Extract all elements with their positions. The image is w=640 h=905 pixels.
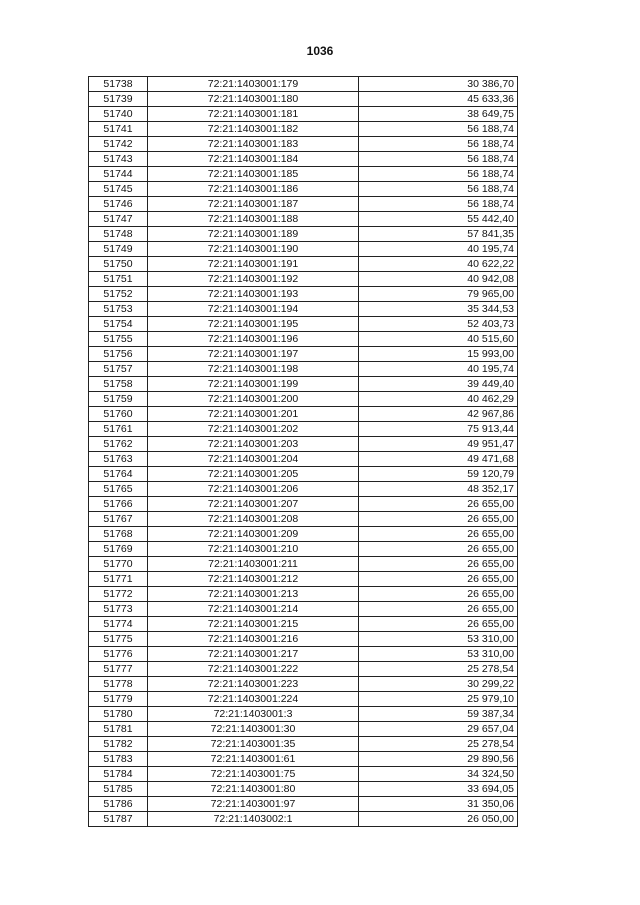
row-number-cell: 51778 (89, 677, 148, 692)
cadastral-number-cell: 72:21:1403001:209 (148, 527, 359, 542)
cadastral-number-cell: 72:21:1403001:202 (148, 422, 359, 437)
cadastral-number-cell: 72:21:1403001:194 (148, 302, 359, 317)
cadastral-number-cell: 72:21:1403001:184 (148, 152, 359, 167)
cadastral-value-cell: 25 979,10 (359, 692, 518, 707)
row-number-cell: 51768 (89, 527, 148, 542)
table-row (89, 707, 518, 722)
row-number-cell: 51774 (89, 617, 148, 632)
row-number-cell: 51761 (89, 422, 148, 437)
row-number-cell: 51762 (89, 437, 148, 452)
cadastral-number-cell: 72:21:1403001:197 (148, 347, 359, 362)
row-number-cell: 51751 (89, 272, 148, 287)
row-number-cell: 51772 (89, 587, 148, 602)
cadastral-number-cell: 72:21:1403001:182 (148, 122, 359, 137)
table-row (89, 452, 518, 467)
table-row (89, 77, 518, 92)
cadastral-value-table (88, 76, 518, 827)
row-number-cell: 51782 (89, 737, 148, 752)
cadastral-value-cell: 49 951,47 (359, 437, 518, 452)
cadastral-value-cell: 40 515,60 (359, 332, 518, 347)
table-row (89, 737, 518, 752)
row-number-cell: 51756 (89, 347, 148, 362)
cadastral-number-cell: 72:21:1403001:204 (148, 452, 359, 467)
cadastral-number-cell: 72:21:1403001:97 (148, 797, 359, 812)
cadastral-number-cell: 72:21:1403001:211 (148, 557, 359, 572)
row-number-cell: 51747 (89, 212, 148, 227)
row-number-cell: 51754 (89, 317, 148, 332)
cadastral-value-cell: 26 655,00 (359, 617, 518, 632)
table-row (89, 167, 518, 182)
table-row (89, 257, 518, 272)
cadastral-value-cell: 56 188,74 (359, 122, 518, 137)
cadastral-number-cell: 72:21:1403001:75 (148, 767, 359, 782)
cadastral-number-cell: 72:21:1403001:196 (148, 332, 359, 347)
row-number-cell: 51758 (89, 377, 148, 392)
row-number-cell: 51742 (89, 137, 148, 152)
row-number-cell: 51779 (89, 692, 148, 707)
table-row (89, 362, 518, 377)
cadastral-number-cell: 72:21:1403001:210 (148, 542, 359, 557)
row-number-cell: 51787 (89, 812, 148, 827)
table-row (89, 272, 518, 287)
cadastral-number-cell: 72:21:1403001:199 (148, 377, 359, 392)
cadastral-value-cell: 53 310,00 (359, 647, 518, 662)
cadastral-value-cell: 56 188,74 (359, 167, 518, 182)
table-row (89, 692, 518, 707)
cadastral-value-cell: 55 442,40 (359, 212, 518, 227)
row-number-cell: 51759 (89, 392, 148, 407)
cadastral-value-cell: 34 324,50 (359, 767, 518, 782)
cadastral-value-cell: 42 967,86 (359, 407, 518, 422)
cadastral-value-cell: 29 890,56 (359, 752, 518, 767)
table-row (89, 767, 518, 782)
cadastral-number-cell: 72:21:1403001:189 (148, 227, 359, 242)
table-row (89, 497, 518, 512)
cadastral-value-cell: 39 449,40 (359, 377, 518, 392)
cadastral-value-cell: 40 195,74 (359, 242, 518, 257)
row-number-cell: 51753 (89, 302, 148, 317)
table-row (89, 287, 518, 302)
row-number-cell: 51741 (89, 122, 148, 137)
cadastral-number-cell: 72:21:1403001:192 (148, 272, 359, 287)
cadastral-number-cell: 72:21:1403001:200 (148, 392, 359, 407)
cadastral-value-cell: 56 188,74 (359, 197, 518, 212)
cadastral-number-cell: 72:21:1403001:224 (148, 692, 359, 707)
cadastral-value-cell: 35 344,53 (359, 302, 518, 317)
row-number-cell: 51780 (89, 707, 148, 722)
cadastral-number-cell: 72:21:1403001:195 (148, 317, 359, 332)
table-row (89, 797, 518, 812)
cadastral-value-cell: 38 649,75 (359, 107, 518, 122)
table-row (89, 527, 518, 542)
cadastral-value-cell: 53 310,00 (359, 632, 518, 647)
cadastral-number-cell: 72:21:1403001:207 (148, 497, 359, 512)
table-row (89, 317, 518, 332)
cadastral-value-cell: 15 993,00 (359, 347, 518, 362)
table-row (89, 212, 518, 227)
table-row (89, 722, 518, 737)
table-row (89, 242, 518, 257)
cadastral-number-cell: 72:21:1403001:188 (148, 212, 359, 227)
cadastral-value-cell: 25 278,54 (359, 662, 518, 677)
cadastral-number-cell: 72:21:1403001:203 (148, 437, 359, 452)
cadastral-number-cell: 72:21:1403001:212 (148, 572, 359, 587)
table-row (89, 377, 518, 392)
cadastral-value-cell: 56 188,74 (359, 137, 518, 152)
row-number-cell: 51783 (89, 752, 148, 767)
cadastral-number-cell: 72:21:1403001:80 (148, 782, 359, 797)
cadastral-value-cell: 59 120,79 (359, 467, 518, 482)
cadastral-number-cell: 72:21:1403001:217 (148, 647, 359, 662)
cadastral-number-cell: 72:21:1403001:214 (148, 602, 359, 617)
table-row (89, 617, 518, 632)
row-number-cell: 51750 (89, 257, 148, 272)
table-row (89, 812, 518, 827)
cadastral-number-cell: 72:21:1403001:187 (148, 197, 359, 212)
row-number-cell: 51764 (89, 467, 148, 482)
cadastral-value-cell: 26 655,00 (359, 602, 518, 617)
cadastral-value-cell: 30 299,22 (359, 677, 518, 692)
cadastral-number-cell: 72:21:1403001:185 (148, 167, 359, 182)
table-row (89, 197, 518, 212)
cadastral-value-cell: 59 387,34 (359, 707, 518, 722)
cadastral-value-cell: 26 655,00 (359, 587, 518, 602)
row-number-cell: 51743 (89, 152, 148, 167)
table-row (89, 482, 518, 497)
cadastral-value-cell: 40 622,22 (359, 257, 518, 272)
row-number-cell: 51763 (89, 452, 148, 467)
row-number-cell: 51781 (89, 722, 148, 737)
cadastral-value-cell: 56 188,74 (359, 182, 518, 197)
table-row (89, 92, 518, 107)
table-row (89, 587, 518, 602)
row-number-cell: 51748 (89, 227, 148, 242)
row-number-cell: 51752 (89, 287, 148, 302)
cadastral-value-cell: 26 655,00 (359, 527, 518, 542)
row-number-cell: 51775 (89, 632, 148, 647)
cadastral-value-cell: 52 403,73 (359, 317, 518, 332)
cadastral-number-cell: 72:21:1403001:186 (148, 182, 359, 197)
cadastral-number-cell: 72:21:1403001:223 (148, 677, 359, 692)
cadastral-number-cell: 72:21:1403001:201 (148, 407, 359, 422)
table-row (89, 122, 518, 137)
row-number-cell: 51777 (89, 662, 148, 677)
table-row (89, 392, 518, 407)
row-number-cell: 51760 (89, 407, 148, 422)
cadastral-value-cell: 40 942,08 (359, 272, 518, 287)
cadastral-value-cell: 26 655,00 (359, 572, 518, 587)
cadastral-value-cell: 79 965,00 (359, 287, 518, 302)
table-row (89, 332, 518, 347)
table-row (89, 752, 518, 767)
row-number-cell: 51766 (89, 497, 148, 512)
cadastral-number-cell: 72:21:1403001:181 (148, 107, 359, 122)
table-row (89, 407, 518, 422)
cadastral-value-cell: 56 188,74 (359, 152, 518, 167)
cadastral-value-cell: 31 350,06 (359, 797, 518, 812)
cadastral-value-cell: 26 655,00 (359, 497, 518, 512)
row-number-cell: 51767 (89, 512, 148, 527)
row-number-cell: 51757 (89, 362, 148, 377)
table-row (89, 512, 518, 527)
cadastral-value-cell: 75 913,44 (359, 422, 518, 437)
row-number-cell: 51765 (89, 482, 148, 497)
table-row (89, 347, 518, 362)
cadastral-number-cell: 72:21:1403001:190 (148, 242, 359, 257)
row-number-cell: 51739 (89, 92, 148, 107)
row-number-cell: 51773 (89, 602, 148, 617)
table-row (89, 632, 518, 647)
table-row (89, 107, 518, 122)
cadastral-number-cell: 72:21:1403001:213 (148, 587, 359, 602)
table-row (89, 647, 518, 662)
cadastral-number-cell: 72:21:1403002:1 (148, 812, 359, 827)
cadastral-value-cell: 25 278,54 (359, 737, 518, 752)
row-number-cell: 51738 (89, 77, 148, 92)
table-row (89, 467, 518, 482)
cadastral-number-cell: 72:21:1403001:179 (148, 77, 359, 92)
cadastral-number-cell: 72:21:1403001:206 (148, 482, 359, 497)
row-number-cell: 51784 (89, 767, 148, 782)
cadastral-value-cell: 40 462,29 (359, 392, 518, 407)
row-number-cell: 51746 (89, 197, 148, 212)
table-row (89, 422, 518, 437)
cadastral-number-cell: 72:21:1403001:3 (148, 707, 359, 722)
table-row (89, 572, 518, 587)
cadastral-number-cell: 72:21:1403001:30 (148, 722, 359, 737)
cadastral-number-cell: 72:21:1403001:216 (148, 632, 359, 647)
cadastral-number-cell: 72:21:1403001:183 (148, 137, 359, 152)
page-number: 1036 (306, 44, 334, 58)
table-row (89, 542, 518, 557)
cadastral-value-cell: 26 655,00 (359, 557, 518, 572)
cadastral-value-cell: 57 841,35 (359, 227, 518, 242)
table-row (89, 227, 518, 242)
table-row (89, 302, 518, 317)
cadastral-number-cell: 72:21:1403001:222 (148, 662, 359, 677)
table-body (89, 77, 518, 827)
cadastral-value-cell: 49 471,68 (359, 452, 518, 467)
cadastral-number-cell: 72:21:1403001:208 (148, 512, 359, 527)
cadastral-number-cell: 72:21:1403001:205 (148, 467, 359, 482)
cadastral-value-cell: 45 633,36 (359, 92, 518, 107)
cadastral-value-cell: 26 050,00 (359, 812, 518, 827)
table-row (89, 677, 518, 692)
cadastral-value-cell: 40 195,74 (359, 362, 518, 377)
cadastral-value-cell: 30 386,70 (359, 77, 518, 92)
row-number-cell: 51755 (89, 332, 148, 347)
cadastral-value-cell: 26 655,00 (359, 512, 518, 527)
cadastral-number-cell: 72:21:1403001:191 (148, 257, 359, 272)
cadastral-number-cell: 72:21:1403001:35 (148, 737, 359, 752)
row-number-cell: 51744 (89, 167, 148, 182)
cadastral-value-cell: 33 694,05 (359, 782, 518, 797)
table-row (89, 182, 518, 197)
cadastral-number-cell: 72:21:1403001:198 (148, 362, 359, 377)
cadastral-number-cell: 72:21:1403001:61 (148, 752, 359, 767)
row-number-cell: 51740 (89, 107, 148, 122)
row-number-cell: 51776 (89, 647, 148, 662)
row-number-cell: 51786 (89, 797, 148, 812)
row-number-cell: 51769 (89, 542, 148, 557)
cadastral-number-cell: 72:21:1403001:193 (148, 287, 359, 302)
cadastral-value-cell: 48 352,17 (359, 482, 518, 497)
table-row (89, 662, 518, 677)
row-number-cell: 51749 (89, 242, 148, 257)
cadastral-value-cell: 29 657,04 (359, 722, 518, 737)
table-row (89, 602, 518, 617)
cadastral-number-cell: 72:21:1403001:215 (148, 617, 359, 632)
table-row (89, 437, 518, 452)
cadastral-number-cell: 72:21:1403001:180 (148, 92, 359, 107)
table-row (89, 137, 518, 152)
table-row (89, 557, 518, 572)
cadastral-value-cell: 26 655,00 (359, 542, 518, 557)
row-number-cell: 51785 (89, 782, 148, 797)
table-row (89, 152, 518, 167)
table-row (89, 782, 518, 797)
row-number-cell: 51771 (89, 572, 148, 587)
row-number-cell: 51745 (89, 182, 148, 197)
row-number-cell: 51770 (89, 557, 148, 572)
